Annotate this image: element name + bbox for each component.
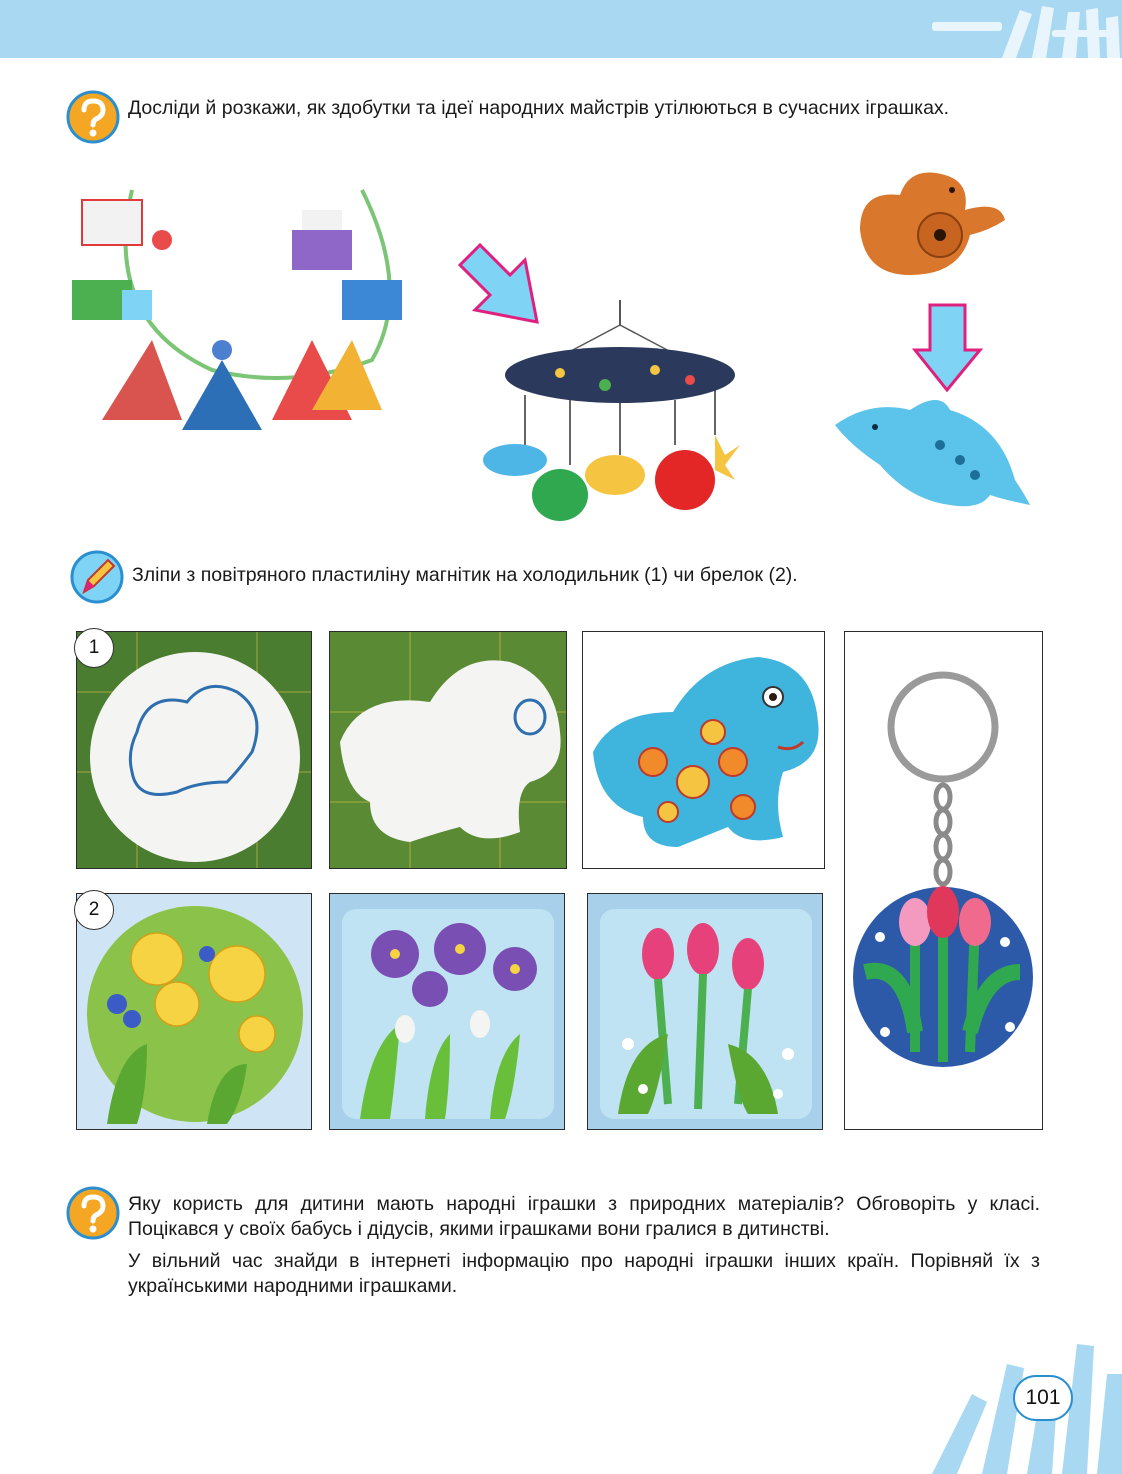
- tulip-keychain-photo: [844, 631, 1043, 1130]
- motanka-dolls-garland-image: [62, 170, 442, 450]
- tulips-magnet-photo: [587, 893, 823, 1130]
- section3-paragraph-1: Яку користь для дитини мають народні іграшки з природних матеріалів? Обговоріть у класі. Поцікався у своїх бабусь і дідусів, якими іграшками вони гралися в дитинстві.: [128, 1193, 1040, 1240]
- yellow-flowers-magnet-photo: [76, 893, 312, 1130]
- clay-horse-cutout-photo: [329, 631, 567, 869]
- down-arrow-icon: [910, 300, 985, 395]
- step-2-badge: 2: [74, 890, 114, 930]
- painted-horse-magnet-photo: [582, 631, 825, 869]
- pencils-decoration: [902, 1324, 1122, 1474]
- violets-magnet-photo: [329, 893, 565, 1130]
- question-mark-icon: [66, 90, 120, 144]
- section1-text: Досліди й розкажи, як здобутки та ідеї народних майстрів утілюються в сучасних іграшках.: [128, 97, 950, 119]
- section3-paragraph-2: У вільний час знайди в інтернеті інформацію про народні іграшки інших країн. Порівняй їх з українськими народними іграшками.: [128, 1250, 1040, 1297]
- step-1-badge: 1: [74, 628, 114, 668]
- page-number: 101: [1013, 1375, 1073, 1421]
- question-mark-icon: [66, 1186, 120, 1240]
- baby-mobile-image: [475, 295, 765, 540]
- dolphin-whistle-image: [830, 385, 1035, 520]
- pencil-icon: [70, 550, 124, 604]
- clay-circle-outline-photo: [76, 631, 312, 869]
- section2-text: Зліпи з повітряного пластиліну магнітик на холодильник (1) чи брелок (2).: [132, 564, 798, 586]
- clay-bird-whistle-image: [840, 160, 1010, 290]
- pencils-decoration: [702, 0, 1122, 58]
